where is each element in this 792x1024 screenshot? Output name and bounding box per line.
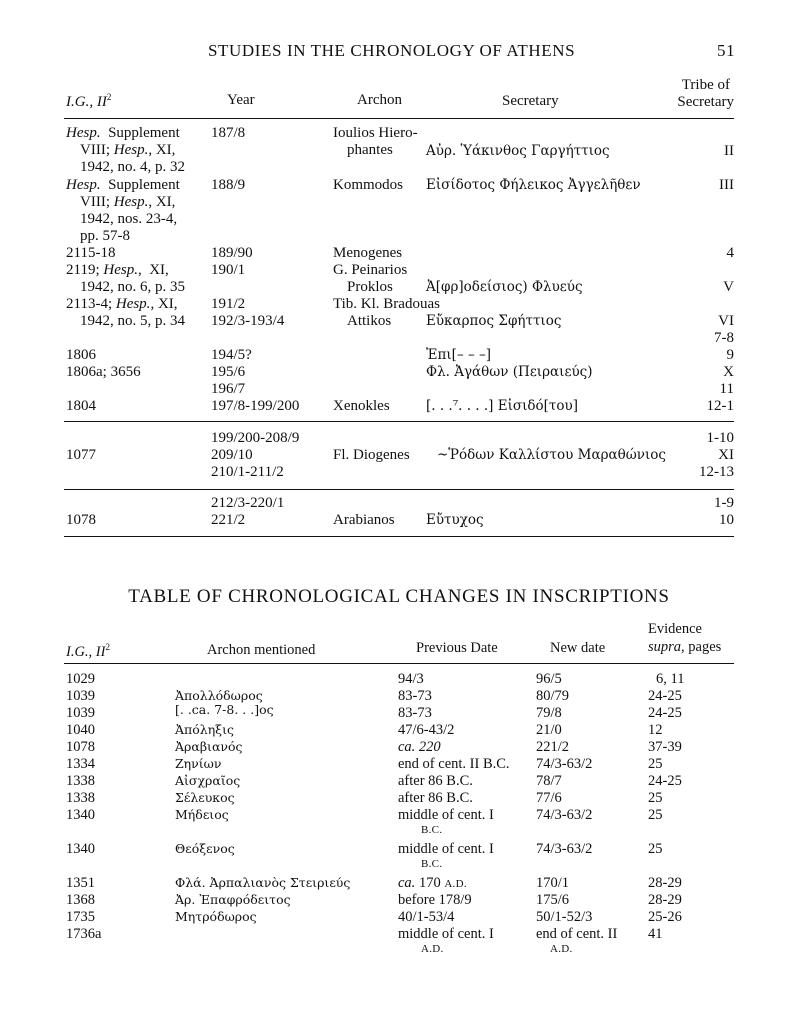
t2-col-header-evidence-1: Evidence bbox=[648, 621, 702, 637]
t1-row1-tribe: III bbox=[719, 177, 734, 193]
t1-row4-ig-2: 1942, no. 5, p. 34 bbox=[80, 313, 185, 329]
t2-row9-prev: middle of cent. I bbox=[398, 841, 494, 857]
t1-row4-archon-1: Tib. Kl. Bradouas bbox=[333, 296, 440, 312]
t1-row0-ig-2: VIII; Hesp., XI, bbox=[80, 142, 176, 158]
t2-col-header-previous: Previous Date bbox=[416, 640, 498, 656]
t1-row0-ig-1: Hesp. Supplement bbox=[66, 125, 180, 141]
t1-row3-archon-1: G. Peinarios bbox=[333, 262, 408, 278]
t1-row5-tribe: 9 bbox=[726, 347, 734, 363]
t2-row13-prev-era: A.D. bbox=[421, 943, 444, 955]
t2-row10-pages: 28-29 bbox=[648, 875, 682, 891]
t1-row4-tribe-1: VI bbox=[718, 313, 734, 329]
t2-row4-new: 221/2 bbox=[536, 739, 570, 755]
col-header-year: Year bbox=[227, 92, 255, 108]
t1-row7-archon: Xenokles bbox=[333, 398, 390, 414]
col-header-archon: Archon bbox=[357, 92, 402, 108]
t2-row9-ig: 1340 bbox=[66, 841, 95, 857]
t1-g3-year-2: 221/2 bbox=[211, 512, 246, 528]
col-header-secretary: Secretary bbox=[502, 93, 559, 109]
t1-row3-ig-1: 2119; Hesp., XI, bbox=[66, 262, 169, 278]
t1-g3-ig: 1078 bbox=[66, 512, 96, 528]
t1-row2-ig: 2115-18 bbox=[66, 245, 116, 261]
t2-row2-prev: 83-73 bbox=[398, 705, 432, 721]
t1-row4-ig-1: 2113-4; Hesp., XI, bbox=[66, 296, 178, 312]
t1-row3-tribe: V bbox=[723, 279, 734, 295]
t1-row4-archon-2: Attikos bbox=[347, 313, 392, 329]
t2-row7-ig: 1338 bbox=[66, 790, 95, 806]
t1-g2-year-1: 199/200-208/9 bbox=[211, 430, 300, 446]
t1-row2-archon: Menogenes bbox=[333, 245, 403, 261]
t2-row10-archon: Φλά. Ἀρπαλιανὸς Στειριεύς bbox=[175, 875, 351, 890]
t2-col-header-evidence-2: supra, pages bbox=[648, 639, 722, 655]
t2-row4-pages: 37-39 bbox=[648, 739, 682, 755]
t1-row1-archon: Kommodos bbox=[333, 177, 404, 193]
t1-row1-ig-4: pp. 57-8 bbox=[80, 228, 130, 244]
page-number: 51 bbox=[717, 41, 736, 60]
t2-col-header-ig: I.G., $II^2$ bbox=[66, 642, 110, 660]
t1-row2-year: 189/90 bbox=[211, 245, 253, 261]
t1-row6-tribe-2: 11 bbox=[719, 381, 734, 397]
t1-row6-tribe-1: X bbox=[723, 364, 734, 380]
table-rule bbox=[64, 663, 734, 664]
t1-row6-year-2: 196/7 bbox=[211, 381, 246, 397]
t1-row1-secretary: Εἰσίδοτος Φήλεικος Ἀγγελῆθεν bbox=[426, 177, 641, 193]
t2-row2-ig: 1039 bbox=[66, 705, 95, 721]
t2-row3-new: 21/0 bbox=[536, 722, 562, 738]
table2-title: TABLE OF CHRONOLOGICAL CHANGES IN INSCRIPTIONS bbox=[128, 586, 670, 607]
t1-row7-tribe: 12-1 bbox=[706, 398, 734, 414]
t2-row13-ig: 1736a bbox=[66, 926, 102, 942]
t1-row0-archon-2: phantes bbox=[347, 142, 393, 158]
t2-row8-prev: middle of cent. I bbox=[398, 807, 494, 823]
t2-row5-prev: end of cent. II B.C. bbox=[398, 756, 510, 772]
t2-row9-pages: 25 bbox=[648, 841, 663, 857]
t2-row5-ig: 1334 bbox=[66, 756, 95, 772]
t2-row10-ig: 1351 bbox=[66, 875, 95, 891]
t2-row2-new: 79/8 bbox=[536, 705, 562, 721]
t1-row2-tribe: 4 bbox=[726, 245, 734, 261]
t2-row1-prev: 83-73 bbox=[398, 688, 432, 704]
t1-row0-tribe: II bbox=[724, 143, 734, 159]
t1-g3-tribe-2: 10 bbox=[719, 512, 734, 528]
t1-g2-tribe-3: 12-13 bbox=[699, 464, 734, 480]
t1-g2-year-3: 210/1-211/2 bbox=[211, 464, 284, 480]
t1-row5-year: 194/5? bbox=[211, 347, 252, 363]
t2-row8-new: 74/3-63/2 bbox=[536, 807, 593, 823]
t1-row0-year: 187/8 bbox=[211, 125, 246, 141]
t2-row6-new: 78/7 bbox=[536, 773, 562, 789]
t2-row8-prev-era: B.C. bbox=[421, 824, 443, 836]
t2-row13-pages: 41 bbox=[648, 926, 663, 942]
t1-g2-tribe-1: 1-10 bbox=[706, 430, 734, 446]
t1-row0-secretary: Αὐρ. Ὑάκινθος Γαργήττιος bbox=[426, 143, 610, 159]
t2-row13-prev: middle of cent. I bbox=[398, 926, 494, 942]
t1-row1-ig-1: Hesp. Supplement bbox=[66, 177, 180, 193]
t2-row3-archon: Ἀπόληξις bbox=[175, 722, 234, 737]
t2-row2-archon: [. .ca. 7-8. . .]ος bbox=[175, 702, 274, 717]
t1-row7-year: 197/8-199/200 bbox=[211, 398, 300, 414]
t2-row12-archon: Μητρόδωρος bbox=[175, 909, 257, 924]
t2-row4-archon: Ἀραβιανός bbox=[175, 739, 243, 754]
t2-row8-pages: 25 bbox=[648, 807, 663, 823]
t1-row3-secretary: Ἀ[φρ]οδείσιος) Φλυεύς bbox=[426, 279, 583, 295]
t2-row9-archon: Θεόξενος bbox=[175, 841, 235, 856]
t1-row7-ig: 1804 bbox=[66, 398, 96, 414]
t2-row11-pages: 28-29 bbox=[648, 892, 682, 908]
t2-row7-pages: 25 bbox=[648, 790, 663, 806]
t1-row6-ig: 1806a; 3656 bbox=[66, 364, 141, 380]
t1-row4-tribe-2: 7-8 bbox=[714, 330, 734, 346]
t2-row12-ig: 1735 bbox=[66, 909, 95, 925]
col-header-tribe-1: Tribe of bbox=[681, 77, 730, 93]
t2-row7-prev: after 86 B.C. bbox=[398, 790, 473, 806]
t2-row8-archon: Μήδειος bbox=[175, 807, 229, 822]
t1-g2-year-2: 209/10 bbox=[211, 447, 253, 463]
t1-row6-year-1: 195/6 bbox=[211, 364, 246, 380]
running-title: STUDIES IN THE CHRONOLOGY OF ATHENS bbox=[208, 41, 576, 60]
t2-row8-ig: 1340 bbox=[66, 807, 95, 823]
t2-row6-archon: Αἰσχραῖος bbox=[175, 773, 241, 788]
t1-row7-secretary: [. . .⁷. . . .] Εἰσιδό[του] bbox=[426, 398, 578, 414]
t2-row6-pages: 24-25 bbox=[648, 773, 682, 789]
t1-g2-archon: Fl. Diogenes bbox=[333, 447, 410, 463]
t2-row3-prev: 47/6-43/2 bbox=[398, 722, 455, 738]
t2-col-header-archon: Archon mentioned bbox=[207, 642, 316, 658]
t2-row0-ig: 1029 bbox=[66, 671, 95, 687]
t1-g2-secretary: ~Ῥόδων Καλλίστου Μαραθώνιος bbox=[437, 447, 666, 463]
t2-row1-new: 80/79 bbox=[536, 688, 570, 704]
t1-row1-ig-2: VIII; Hesp., XI, bbox=[80, 194, 176, 210]
t1-row5-ig: 1806 bbox=[66, 347, 96, 363]
t2-row11-ig: 1368 bbox=[66, 892, 95, 908]
t2-row2-pages: 24-25 bbox=[648, 705, 682, 721]
t1-g3-archon: Arabianos bbox=[333, 512, 395, 528]
t2-row10-new: 170/1 bbox=[536, 875, 570, 891]
t2-row1-ig: 1039 bbox=[66, 688, 95, 704]
t2-row0-prev: 94/3 bbox=[398, 671, 424, 687]
t2-row12-prev: 40/1-53/4 bbox=[398, 909, 455, 925]
t1-g3-tribe-1: 1-9 bbox=[714, 495, 734, 511]
t1-row1-ig-3: 1942, nos. 23-4, bbox=[80, 211, 178, 227]
t2-row11-archon: Ἀρ. Ἐπαφρόδειτος bbox=[175, 892, 291, 907]
t1-row6-secretary: Φλ. Ἀγάθων (Πειραιεύς) bbox=[426, 364, 593, 380]
t2-row3-ig: 1040 bbox=[66, 722, 95, 738]
t1-row0-archon-1: Ioulios Hiero- bbox=[333, 125, 418, 141]
t2-row5-pages: 25 bbox=[648, 756, 663, 772]
t2-row5-new: 74/3-63/2 bbox=[536, 756, 593, 772]
t2-row3-pages: 12 bbox=[648, 722, 663, 738]
t1-g2-ig: 1077 bbox=[66, 447, 96, 463]
t2-row10-prev: ca. 170 A.D. bbox=[398, 875, 467, 891]
t2-row4-prev: ca. 220 bbox=[398, 739, 441, 755]
t1-row4-secretary: Εὔκαρπος Σφήττιος bbox=[426, 313, 562, 329]
t2-row12-pages: 25-26 bbox=[648, 909, 682, 925]
t1-row0-ig-3: 1942, no. 4, p. 32 bbox=[80, 159, 185, 175]
t2-row11-new: 175/6 bbox=[536, 892, 570, 908]
t2-row0-pages: 6, 11 bbox=[656, 671, 685, 687]
t2-row7-archon: Σέλευκος bbox=[175, 790, 235, 805]
col-header-ig: I.G., $II^2$ bbox=[66, 92, 112, 110]
t1-g3-year-1: 212/3-220/1 bbox=[211, 495, 285, 511]
t2-row13-new-era: A.D. bbox=[550, 943, 573, 955]
table-rule bbox=[64, 489, 734, 490]
t2-row1-archon: Ἀπολλόδωρος bbox=[175, 688, 263, 703]
t1-row3-archon-2: Proklos bbox=[347, 279, 393, 295]
t2-row7-new: 77/6 bbox=[536, 790, 562, 806]
t2-row0-new: 96/5 bbox=[536, 671, 562, 687]
col-header-tribe-2: Secretary bbox=[677, 94, 734, 110]
t1-g2-tribe-2: XI bbox=[718, 447, 734, 463]
t2-row13-new: end of cent. II bbox=[536, 926, 618, 942]
t2-row6-prev: after 86 B.C. bbox=[398, 773, 473, 789]
t1-row4-year-2: 192/3-193/4 bbox=[211, 313, 285, 329]
t2-row12-new: 50/1-52/3 bbox=[536, 909, 593, 925]
t2-row4-ig: 1078 bbox=[66, 739, 95, 755]
t1-row3-year: 190/1 bbox=[211, 262, 246, 278]
table-rule bbox=[64, 536, 734, 537]
table-rule bbox=[64, 118, 734, 119]
t1-row3-ig-2: 1942, no. 6, p. 35 bbox=[80, 279, 185, 295]
t1-row5-secretary: Ἐπι[– – –] bbox=[426, 347, 492, 363]
t2-row11-prev: before 178/9 bbox=[398, 892, 472, 908]
t2-row6-ig: 1338 bbox=[66, 773, 95, 789]
t2-col-header-new: New date bbox=[550, 640, 606, 656]
t2-row1-pages: 24-25 bbox=[648, 688, 682, 704]
t2-row9-prev-era: B.C. bbox=[421, 858, 443, 870]
t1-row4-year-1: 191/2 bbox=[211, 296, 246, 312]
t1-row1-year: 188/9 bbox=[211, 177, 246, 193]
t1-g3-secretary: Εὔτυχος bbox=[426, 512, 484, 528]
t2-row9-new: 74/3-63/2 bbox=[536, 841, 593, 857]
t2-row5-archon: Ζηνίων bbox=[175, 756, 222, 771]
table-rule bbox=[64, 421, 734, 422]
